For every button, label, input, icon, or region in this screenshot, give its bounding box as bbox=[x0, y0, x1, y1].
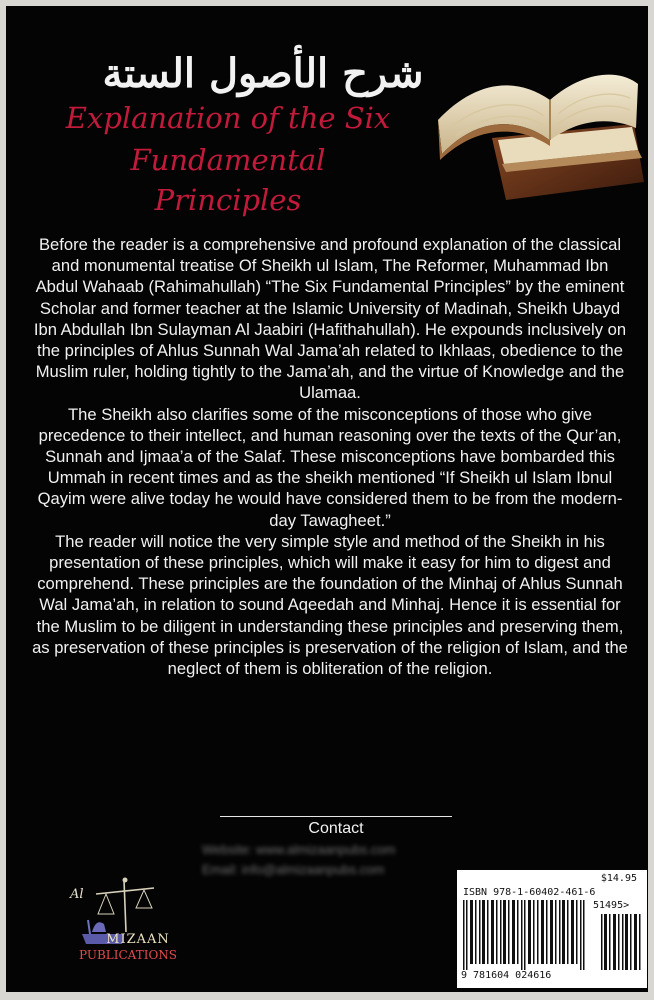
addon-digits: 51495> bbox=[593, 900, 630, 911]
description-text bbox=[30, 234, 630, 679]
contact-email: Email: info@almizaanpubs.com bbox=[202, 862, 385, 877]
title-line-2: Fundamental bbox=[130, 143, 326, 177]
contact-divider bbox=[220, 816, 452, 817]
arabic-title: شرح الأصول الستة bbox=[102, 50, 424, 97]
title-line-1: Explanation of the Six bbox=[65, 101, 391, 135]
ean-digits: 9 781604 024616 bbox=[461, 970, 552, 981]
description-paragraph-3: The reader will notice the very simple style and method of the Sheikh in his presentation of these principles, which will make it easy for him to digest and comprehend. These principles are the foundation of the Minhaj of Ahlus Sunnah Wal Jama’ah, in relation to sound Aqeedah and Minhaj. Hence it is essential for the Muslim to be diligent in understanding these principles and preserving them, as preservation of these principles is preservation of the religion of Islam, and the neglect of them is obliteration of the religion. bbox=[32, 531, 628, 679]
isbn-barcode bbox=[457, 870, 647, 988]
title-line-3: Principles bbox=[154, 183, 302, 217]
back-cover bbox=[6, 6, 648, 992]
price-label: $14.95 bbox=[600, 873, 637, 884]
contact-heading: Contact bbox=[308, 820, 364, 837]
description-paragraph-2: The Sheikh also clarifies some of the misconceptions of those who give precedence to their intellect, and human reasoning over the texts of the Qur’an, Sunnah and Ijmaa’a of the Salaf. These misconceptions have bombarded this Ummah in recent times and as the sheikh mentioned “If Sheikh ul Islam Ibnul Qayim were alive today he would have considered them to be from the modern-day Tawagheet.” bbox=[37, 404, 623, 530]
isbn-number: ISBN 978-1-60402-461-6 bbox=[463, 887, 596, 898]
svg-text:Al: Al bbox=[70, 887, 84, 902]
publisher-name: MIZAAN bbox=[106, 932, 170, 947]
publisher-subtitle: PUBLICATIONS bbox=[79, 948, 177, 962]
description-paragraph-1: Before the reader is a comprehensive and profound explanation of the classical and monumental treatise Of Sheikh ul Islam, The Reformer, Muhammad Ibn Abdul Wahaab (Rahimahullah) “The Six Fundamental Principles” by the eminent Scholar and former teacher at the Islamic University of Madinah, Sheikh Ubayd Ibn Abdullah Ibn Sulayman Al Jaabiri (Hafithahullah). He expounds inclusively on the principles of Ahlus Sunnah Wal Jama’ah related to Ikhlaas, obedience to the Muslim ruler, holding tightly to the Jama’ah, and the virtue of Knowledge and the Ulamaa. bbox=[33, 235, 627, 403]
old-books-illustration bbox=[432, 54, 646, 204]
contact-website: Website: www.almizaanpubs.com bbox=[202, 842, 396, 857]
